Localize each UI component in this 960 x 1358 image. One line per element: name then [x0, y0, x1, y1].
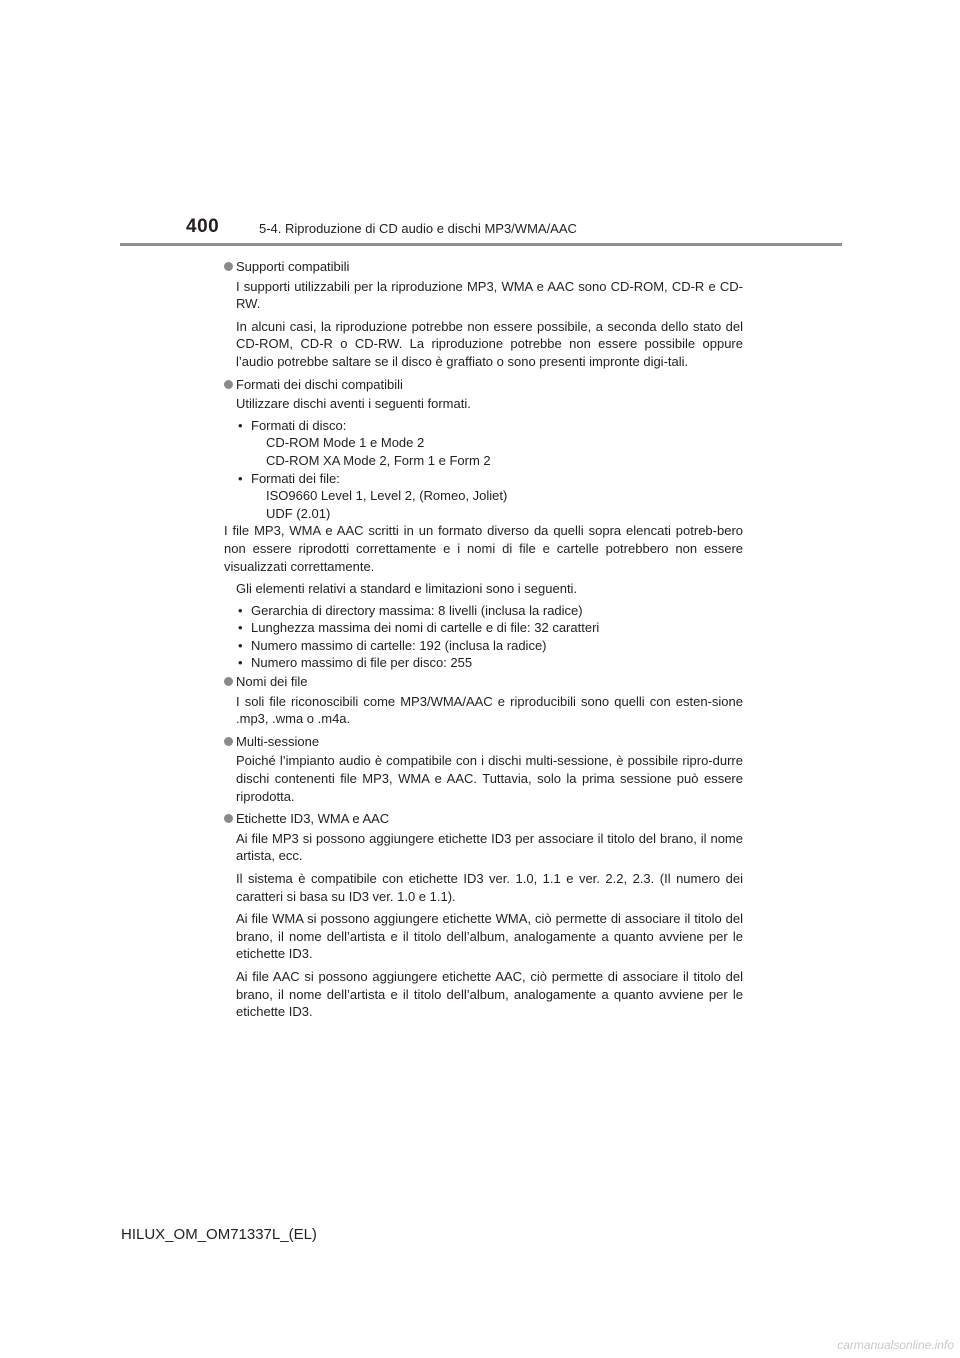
- section-title: [224, 733, 743, 751]
- list-bullet: •: [238, 470, 243, 486]
- paragraph: Poiché l’impianto audio è compatibile con i dischi multi-sessione, è possibile ripro-durre dischi contenenti file MP3, WMA e AAC. Tuttavia, solo la prima sessione può essere riprodotta.: [236, 753, 743, 804]
- round-bullet-icon: [224, 262, 233, 271]
- list-item-text: Numero massimo di cartelle: 192 (inclusa la radice): [251, 637, 547, 653]
- list-item-text: Numero massimo di file per disco: 255: [251, 655, 473, 671]
- list-item: [236, 417, 743, 470]
- section-title: [224, 376, 743, 394]
- paragraph: Gli elementi relativi a standard e limitazioni sono i seguenti.: [236, 581, 578, 597]
- section-title-text: Etichette ID3, WMA e AAC: [236, 811, 390, 827]
- round-bullet-icon: [224, 380, 233, 389]
- list-item: [236, 619, 743, 637]
- round-bullet-icon: [224, 677, 233, 686]
- section-title-text: Multi-sessione: [236, 733, 320, 749]
- paragraph: Ai file MP3 si possono aggiungere etichette ID3 per associare il titolo del brano, il nome artista, ecc.: [236, 830, 743, 864]
- list-item: [236, 602, 743, 620]
- round-bullet-icon: [224, 737, 233, 746]
- page-content: [224, 256, 743, 1021]
- paragraph: I supporti utilizzabili per la riproduzione MP3, WMA e AAC sono CD-ROM, CD-R e CD-RW.: [236, 278, 743, 312]
- paragraph: I file MP3, WMA e AAC scritti in un formato diverso da quelli sopra elencati potreb-bero non essere riprodotti correttamente e i nomi di file e cartelle potrebbero non essere visualizzati correttamente.: [224, 523, 743, 574]
- list-item-label: Formati dei file:: [251, 470, 340, 486]
- list-bullet: •: [238, 417, 243, 433]
- list-bullet: •: [238, 655, 243, 671]
- list-item: [236, 637, 743, 655]
- list-item-text: Lunghezza massima dei nomi di cartelle e di file: 32 caratteri: [251, 620, 600, 636]
- list-subline: CD-ROM Mode 1 e Mode 2: [266, 435, 425, 451]
- list-bullet: •: [238, 637, 243, 653]
- list-subline: ISO9660 Level 1, Level 2, (Romeo, Joliet): [266, 488, 508, 504]
- section-title-text: Supporti compatibili: [236, 259, 350, 274]
- section-title: [224, 810, 743, 828]
- header-rule: [120, 243, 842, 246]
- paragraph: Ai file AAC si possono aggiungere etichette AAC, ciò permette di associare il titolo del brano, il nome dell’artista e il titolo dell’album, analogamente a quanto avviene per le etichette ID3.: [236, 968, 743, 1020]
- round-bullet-icon: [224, 814, 233, 823]
- section-title-text: Nomi dei file: [236, 674, 308, 690]
- paragraph: Il sistema è compatibile con etichette ID3 ver. 1.0, 1.1 e ver. 2.2, 2.3. (Il numero dei caratteri si basa su ID3 ver. 1.0 e 1.1).: [236, 871, 743, 904]
- paragraph: Utilizzare dischi aventi i seguenti formati.: [236, 396, 471, 412]
- paragraph: Ai file WMA si possono aggiungere etichette WMA, ciò permette di associare il titolo del brano, il nome dell’artista e il titolo dell’album, analogamente a quanto avviene per le etichette ID3.: [236, 911, 743, 962]
- chapter-title: 5-4. Riproduzione di CD audio e dischi MP3/WMA/AAC: [259, 221, 577, 236]
- limits-list: [236, 602, 743, 672]
- watermark: carmanualsonline.info: [837, 1338, 954, 1352]
- list-bullet: •: [238, 602, 243, 618]
- list-item-label: Formati di disco:: [251, 417, 347, 433]
- list-subline: UDF (2.01): [266, 505, 331, 521]
- section-title: [224, 258, 743, 276]
- list-item: [236, 470, 743, 523]
- paragraph: I soli file riconoscibili come MP3/WMA/AAC e riproducibili sono quelli con esten-sione .mp3, .wma o .m4a.: [236, 693, 743, 727]
- document-code: HILUX_OM_OM71337L_(EL): [121, 1226, 317, 1243]
- format-list: [236, 417, 743, 523]
- list-item-text: Gerarchia di directory massima: 8 livelli (inclusa la radice): [251, 602, 583, 618]
- page-number: 400: [186, 216, 220, 237]
- paragraph: In alcuni casi, la riproduzione potrebbe non essere possibile, a seconda dello stato del CD-ROM, CD-R o CD-RW. La riproduzione potrebbe non essere possibile oppure l’audio potrebbe saltare se il disco è graffiato o sono presenti impronte digi-tali.: [236, 318, 743, 369]
- section-title: [224, 673, 743, 691]
- section-title-text: Formati dei dischi compatibili: [236, 376, 403, 392]
- list-item: [236, 654, 743, 672]
- list-subline: CD-ROM XA Mode 2, Form 1 e Form 2: [266, 452, 491, 468]
- list-bullet: •: [238, 620, 243, 636]
